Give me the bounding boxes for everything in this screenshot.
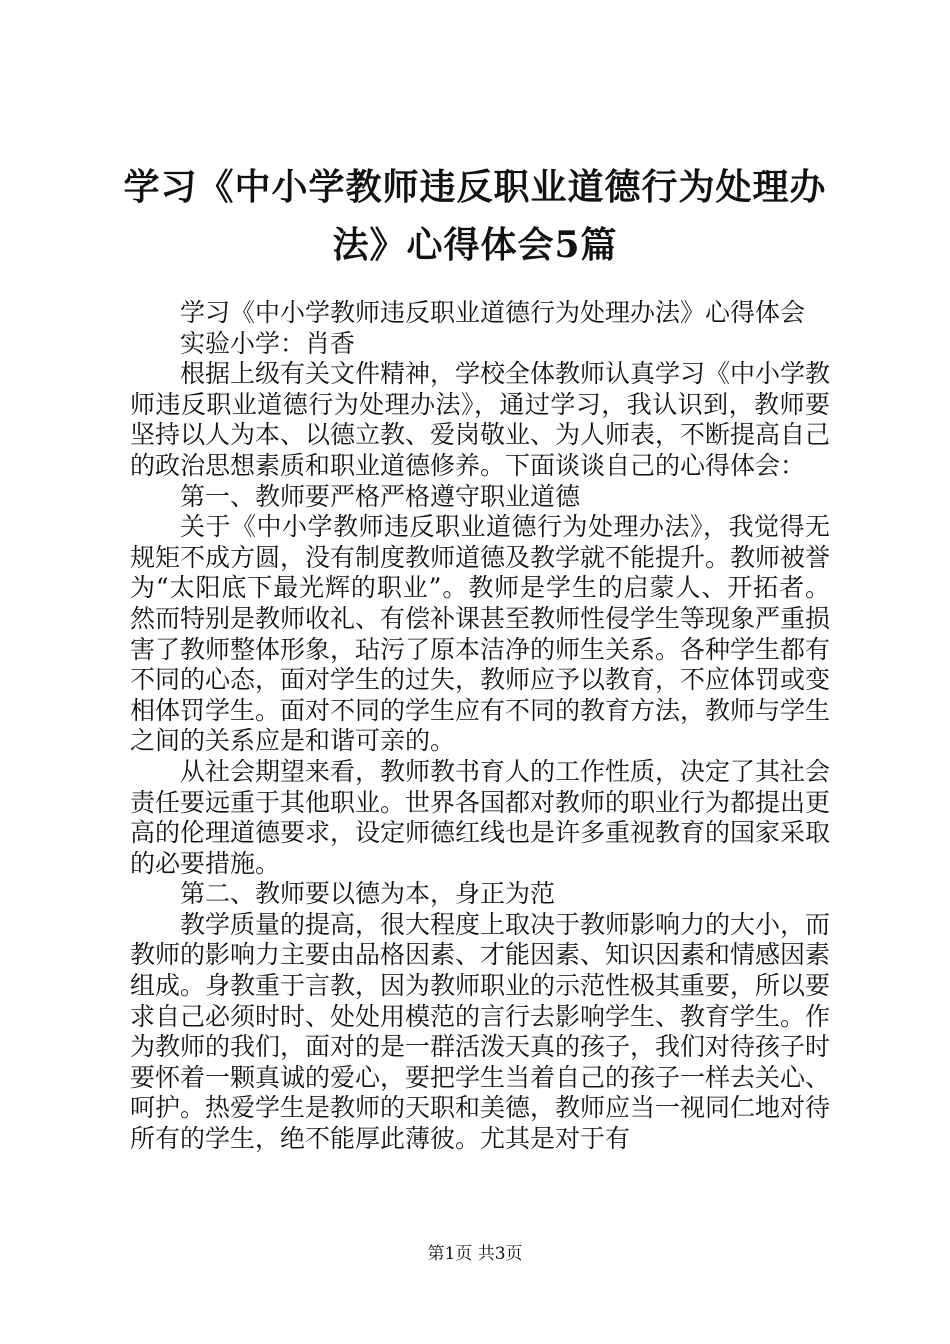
- paragraph-subtitle: 学习《中小学教师违反职业道德行为处理办法》心得体会: [180, 298, 806, 327]
- paragraph-author: 实验小学：肖香: [180, 328, 356, 358]
- paragraph-section-1b: 从社会期望来看，教师教书育人的工作性质，决定了其社会责任要远重于其他职业。世界各国都对教师的职业行为都提出更高的伦理道德要求，设定师德红线也是许多重视教育的国家采取的必要措施。: [130, 756, 831, 878]
- page-footer: 第1页 共3页: [427, 1244, 523, 1264]
- section-heading-2: 第二、教师要以德为本，身正为范: [180, 879, 556, 909]
- paragraph-section-2a: 教学质量的提高，很大程度上取决于教师影响力的大小，而教师的影响力主要由品格因素、才能因素、知识因素和情感因素组成。身教重于言教，因为教师职业的示范性极其重要，所以要求自己必须时时、处处用模范的言行去影响学生、教育学生。作为教师的我们，面对的是一群活泼天真的孩子，我们对待孩子时要怀着一颗真诚的爱心，要把学生当着自己的孩子一样去关心、呵护。热爱学生是教师的天职和美德，教师应当一视同仁地对待所有的学生，绝不能厚此薄彼。尤其是对于有: [130, 909, 831, 1154]
- paragraph-intro: 根据上级有关文件精神，学校全体教师认真学习《中小学教师违反职业道德行为处理办法》，通过学习，我认识到，教师要坚持以人为本、以德立教、爱岗敬业、为人师表，不断提高自己的政治思想素质和职业道德修养。下面谈谈自己的心得体会：: [130, 359, 831, 480]
- document-title: 学习《中小学教师违反职业道德行为处理办法》心得体会5篇: [123, 166, 827, 266]
- document-body: [130, 298, 830, 1155]
- section-heading-1: 第一、教师要严格严格遵守职业道德: [180, 481, 581, 511]
- paragraph-section-1a: 关于《中小学教师违反职业道德行为处理办法》，我觉得无规矩不成方圆，没有制度教师道德及教学就不能提升。教师被誉为“太阳底下最光辉的职业”。教师是学生的启蒙人、开拓者。然而特别是教师收礼、有偿补课甚至教师性侵学生等现象严重损害了教师整体形象，玷污了原本洁净的师生关系。各种学生都有不同的心态，面对学生的过失，教师应予以教育，不应体罚或变相体罚学生。面对不同的学生应有不同的教育方法，教师与学生之间的关系应是和谐可亲的。: [130, 512, 831, 756]
